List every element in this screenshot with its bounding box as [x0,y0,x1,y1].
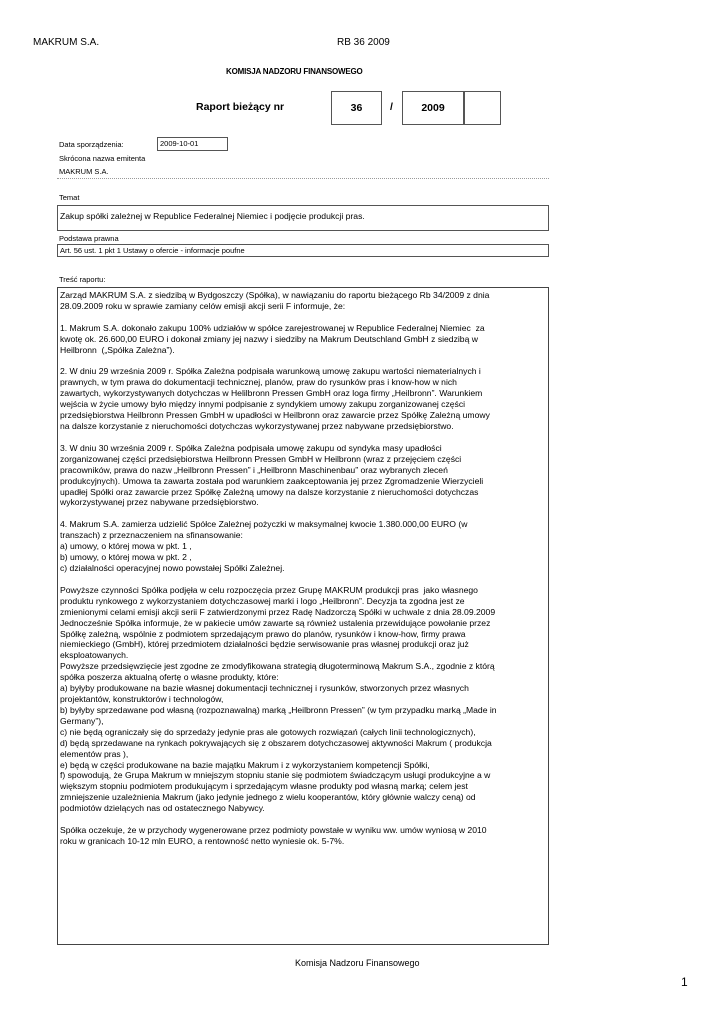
report-number-separator: / [390,101,393,113]
subject-label: Temat [59,193,80,202]
content-paragraph: Spółka oczekuje, że w przychody wygenerowane przez podmioty powstałe w wyniku ww. umów wyniosą w 2010 roku w granicach 10-12 mln EURO, a rentowność netto wyniesie ok. 5-7%. [60,825,487,846]
date-field: 2009-10-01 [157,137,228,151]
content-paragraph: 4. Makrum S.A. zamierza udzielić Spółce Zależnej pożyczki w maksymalnej kwocie 1.380.000,00 EURO (w transzach) z przeznaczeniem na sfinansowanie: a) umowy, o której mowa w pkt. 1 , b) umowy, o której mowa w pkt. 2 , c) działalności operacyjnej nowo powstałej Spółki Zależnej. [60,519,468,573]
issuer-label: Skrócona nazwa emitenta [59,154,146,163]
content-paragraph: Powyższe czynności Spółka podjęła w celu rozpoczęcia przez Grupę MAKRUM produkcji pras jako własnego produktu rynkowego z wykorzystaniem dotychczasowej marki i logo „Heilbronn”. Decyzja ta zgodna jest ze zmienionymi celami emisji akcji serii F zatwierdzonymi przez Radę Nadzorczą Spółki w uchwale z dnia 28.09.2009 Jednocześnie Spółka informuje, że w pakiecie umów zawarte są również ustalenia przewidujące powołanie przez Spółkę zależną, wspólnie z podmiotem sprzedającym prawo do planów, rysunków i know-how, firmy prawa niemieckiego (GmbH), której przedmiotem działalności będzie serwisowanie pras własnej produkcji oraz już eksploatowanych. Powyższe przedsięwzięcie jest zgodne ze zmodyfikowana strategią długoterminową Makrum S.A., zgodnie z którą spółka poszerza aktualną ofertę o własne produkty, które: a) byłyby produkowane na bazie własnej dokumentacji technicznej i rysunków, stworzonych przez własnych projektantów, konstruktorów i technologów, b) byłyby sprzedawane pod własną (rozpoznawalną) marką „Heilbronn Pressen” (w tym przypadku marką „Made in Germany”), c) nie będą ograniczały się do sprzedaży jedynie pras ale gotowych rozwiązań (całych linii technologicznych), d) będą sprzedawane na rynkach pokrywających się z obszarem dotychczasowej aktywności Makrum ( produkcja elementów pras ), e) będą w części produkowane na bazie majątku Makrum i z wykorzystaniem kompetencji Spółki, f) spowodują, że Grupa Makrum w mniejszym stopniu stanie się podmiotem świadczącym usługi produkcyjne a w większym stopniu podmiotem produkującym i sprzedającym własne produkty pod własną marką; celem jest zmniejszenie uzależnienia Makrum (jako jedynie jednego z wielu kooperantów, który głównie walczy ceną) od podmiotów dzielących nas od ostatecznego Nabywcy. [60,584,497,814]
report-year-box: 2009 [402,91,464,125]
date-label: Data sporządzenia: [59,140,124,149]
report-content [57,287,549,945]
issuer-divider [57,178,549,179]
content-paragraph: Zarząd MAKRUM S.A. z siedzibą w Bydgoszczy (Spółka), w nawiązaniu do raportu bieżącego Rb 34/2009 z dnia 28.09.2009 roku w sprawie zamiany celów emisji akcji serii F informuje, że: [60,290,490,311]
legal-basis-field: Art. 56 ust. 1 pkt 1 Ustawy o ofercie - informacje poufne [57,244,549,257]
legal-basis-label: Podstawa prawna [59,234,119,243]
content-paragraph: 2. W dniu 29 września 2009 r. Spółka Zależna podpisała warunkową umowę zakupu wartości niematerialnych i prawnych, w tym prawa do dokumentacji technicznej, planów, praw do rysunków pras i know-how w nich zawartych, wykorzystywanych dotychczas w Helilbronn Pressen GmbH oraz loga firmy „Heilbronn”. Warunkiem wejścia w życie umowy było między innymi podpisanie z syndykiem umowy zakupu zorganizowanej części przedsiębiorstwa Heilbronn Pressen GmbH w upadłości w Heilbronn oraz zawarcie przez Spółkę Zależną umowy na dalsze korzystanie z nieruchomości dotychczas wykorzystywanej przez nabywane przedsiębiorstwo. [60,366,490,432]
header-company: MAKRUM S.A. [33,37,100,48]
header-report-ref: RB 36 2009 [337,37,390,48]
page-number: 1 [681,975,688,989]
issuer-value: MAKRUM S.A. [59,167,109,176]
report-number-box: 36 [331,91,382,125]
footer-authority: Komisja Nadzoru Finansowego [295,958,420,968]
subject-field: Zakup spółki zależnej w Republice Federalnej Niemiec i podjęcie produkcji pras. [57,205,549,231]
report-number-label: Raport bieżący nr [196,101,285,113]
report-extra-box [464,91,501,125]
content-paragraph: 3. W dniu 30 września 2009 r. Spółka Zależna podpisała umowę zakupu od syndyka masy upadłości zorganizowanej części przedsiębiorstwa Heilbronn Pressen GmbH w Heilbronn (wraz z przejęciem części pracowników, prawa do nazw „Heilbronn Pressen” i „Heilbronn Maschinenbau” oraz wybranych zleceń produkcyjnych). Umowa ta zawarta została pod warunkiem zaakceptowania jej przez Zgromadzenie Wierzycieli upadłej Spółki oraz zawarcie przez Spółkę Zależną umowy na dalsze korzystanie z nieruchomości dotychczas wykorzystywanej przez nabywane przedsiębiorstwo. [60,442,484,508]
header-authority: KOMISJA NADZORU FINANSOWEGO [226,67,363,76]
content-paragraph: 1. Makrum S.A. dokonało zakupu 100% udziałów w spółce zarejestrowanej w Republice Federalnej Niemiec za kwotę ok. 26.600,00 EURO i dokonał zmiany jej nazwy i siedziby na Makrum Deutschland GmbH z siedzibą w Heilbronn („Spółka Zależna”). [60,322,485,355]
content-label: Treść raportu: [59,275,106,284]
